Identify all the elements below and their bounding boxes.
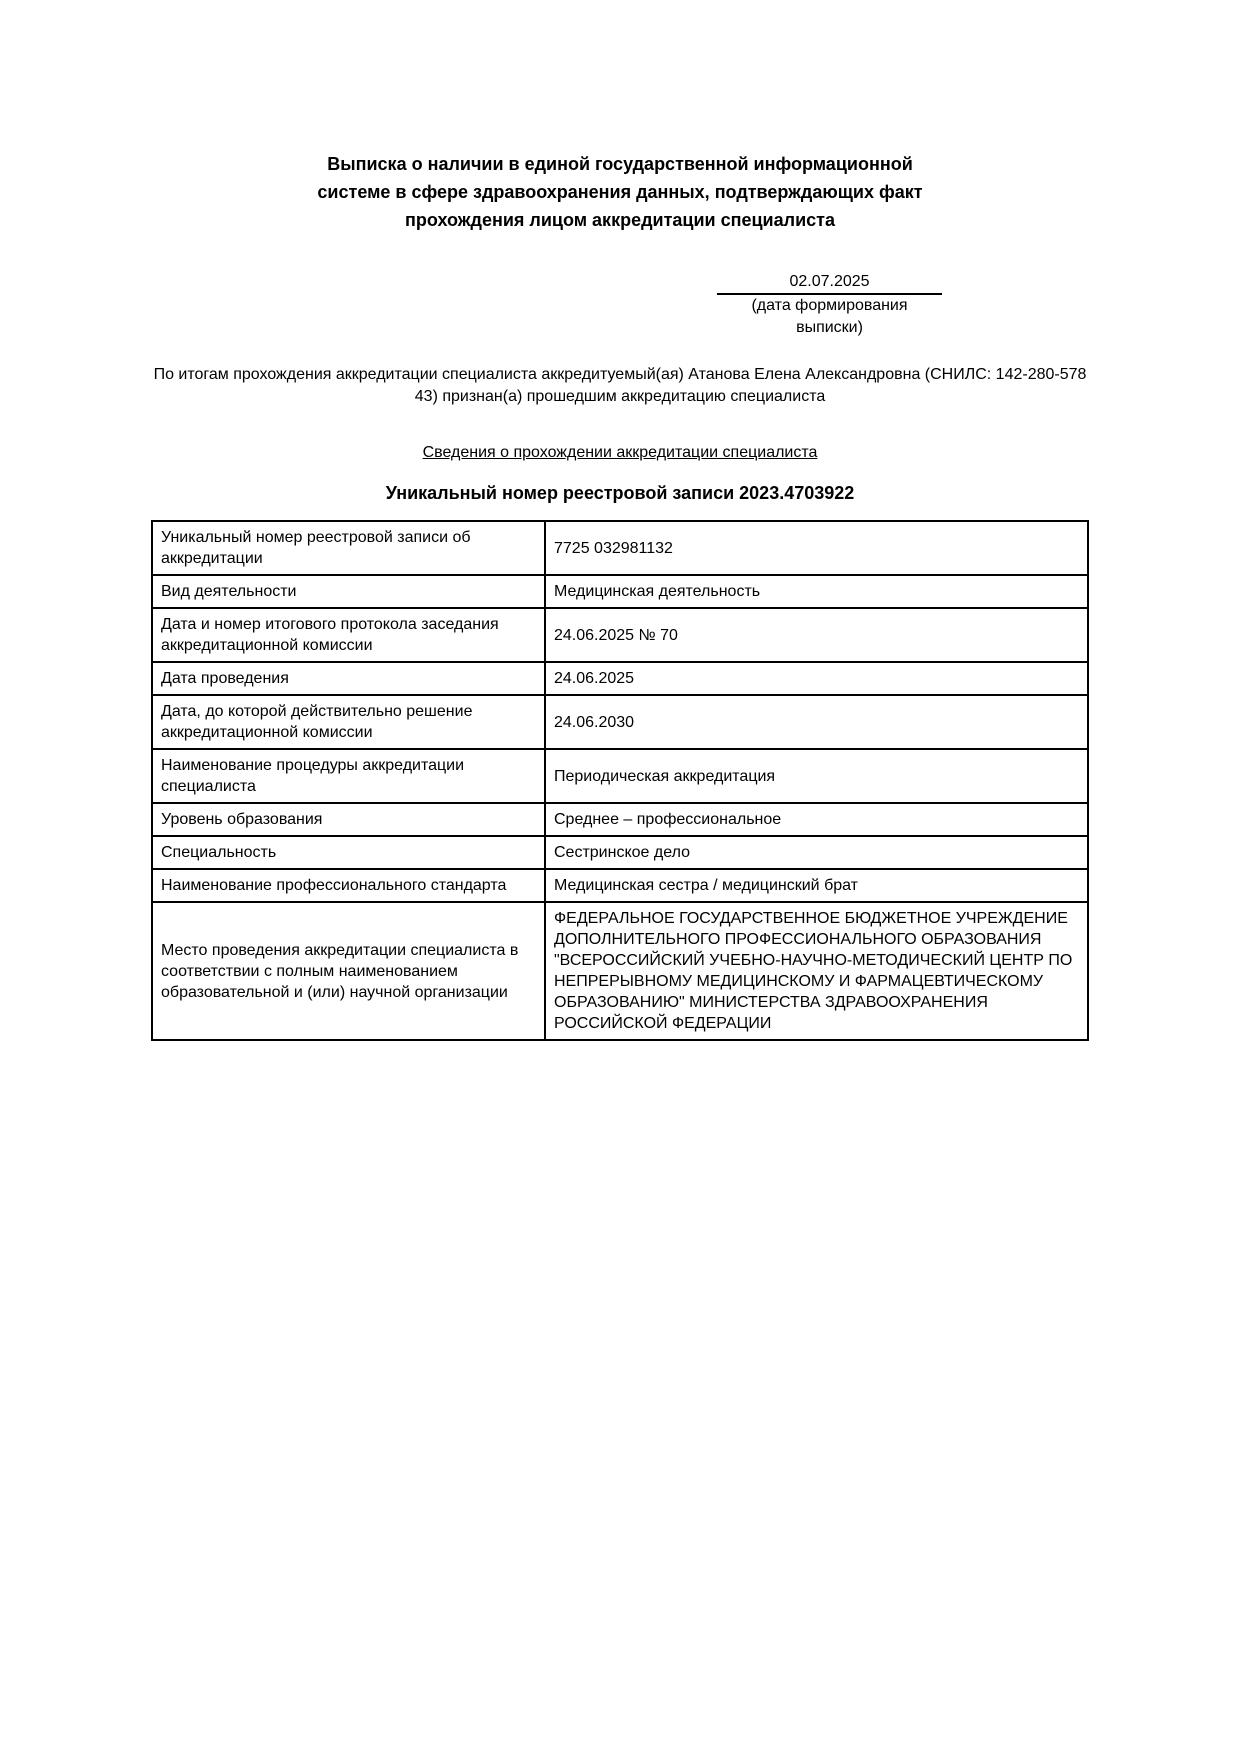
table-row-label: Уникальный номер реестровой записи об аккредитации [152, 521, 545, 575]
table-row-value: 24.06.2025 № 70 [545, 608, 1088, 662]
table-row-label: Наименование процедуры аккредитации специалиста [152, 749, 545, 803]
formation-date-value: 02.07.2025 [717, 271, 942, 295]
table-row [152, 521, 1088, 575]
table-row [152, 749, 1088, 803]
formation-date-block [717, 271, 942, 339]
formation-date-caption: (дата формирования выписки) [751, 297, 908, 336]
section-heading: Сведения о прохождении аккредитации специалиста [422, 444, 818, 461]
table-row-value: Среднее – профессиональное [545, 803, 1088, 836]
accreditation-table-body [152, 521, 1088, 1040]
table-row-value: Сестринское дело [545, 836, 1088, 869]
table-row-label: Уровень образования [152, 803, 545, 836]
intro-paragraph-line-2: 43) признан(а) прошедшим аккредитацию специалиста [414, 388, 826, 405]
table-row-value: 24.06.2030 [545, 695, 1088, 749]
table-row-label: Вид деятельности [152, 575, 545, 608]
table-row [152, 803, 1088, 836]
table-row-label: Наименование профессионального стандарта [152, 869, 545, 902]
intro-paragraph-line-1: По итогам прохождения аккредитации специалиста аккредитуемый(ая) Атанова Елена Александровна (СНИЛС: 142-280-578 [153, 366, 1087, 383]
table-row [152, 575, 1088, 608]
table-row-value: Медицинская деятельность [545, 575, 1088, 608]
table-row [152, 662, 1088, 695]
table-row-value: ФЕДЕРАЛЬНОЕ ГОСУДАРСТВЕННОЕ БЮДЖЕТНОЕ УЧРЕЖДЕНИЕ ДОПОЛНИТЕЛЬНОГО ПРОФЕССИОНАЛЬНОГО ОБРАЗОВАНИЯ "ВСЕРОССИЙСКИЙ УЧЕБНО-НАУЧНО-МЕТОДИЧЕСКИЙ ЦЕНТР ПО НЕПРЕРЫВНОМУ МЕДИЦИНСКОМУ И ФАРМАЦЕВТИЧЕСКОМУ ОБРАЗОВАНИЮ" МИНИСТЕРСТВА ЗДРАВООХРАНЕНИЯ РОССИЙСКОЙ ФЕДЕРАЦИИ [545, 902, 1088, 1040]
document-title-line-1: Выписка о наличии в единой государственной информационной [327, 154, 913, 174]
intro-paragraph [151, 364, 1089, 408]
table-row [152, 608, 1088, 662]
table-row [152, 902, 1088, 1040]
table-row-value: 7725 032981132 [545, 521, 1088, 575]
document-content [151, 150, 1089, 1041]
table-row-value: Медицинская сестра / медицинский брат [545, 869, 1088, 902]
table-row [152, 869, 1088, 902]
registry-number-heading: Уникальный номер реестровой записи 2023.4703922 [385, 483, 855, 503]
table-row [152, 836, 1088, 869]
table-row-value: Периодическая аккредитация [545, 749, 1088, 803]
table-row-value: 24.06.2025 [545, 662, 1088, 695]
table-row [152, 695, 1088, 749]
document-title-line-2: системе в сфере здравоохранения данных, подтверждающих факт [317, 182, 923, 202]
table-row-label: Место проведения аккредитации специалиста в соответствии с полным наименованием образовательной и (или) научной организации [152, 902, 545, 1040]
document-title-line-3: прохождения лицом аккредитации специалиста [405, 210, 835, 230]
table-row-label: Дата проведения [152, 662, 545, 695]
table-row-label: Дата, до которой действительно решение аккредитационной комиссии [152, 695, 545, 749]
accreditation-table [151, 520, 1089, 1041]
table-row-label: Дата и номер итогового протокола заседания аккредитационной комиссии [152, 608, 545, 662]
document-title [151, 150, 1089, 234]
table-row-label: Специальность [152, 836, 545, 869]
